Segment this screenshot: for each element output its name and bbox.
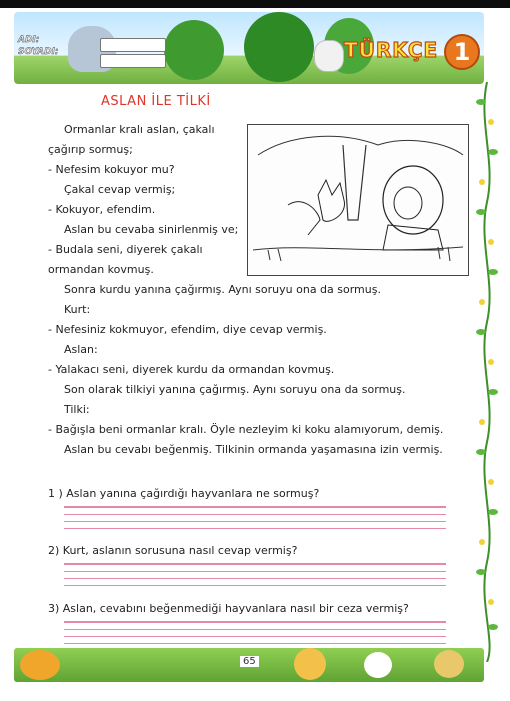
story-line: Çakal cevap vermiş; xyxy=(64,183,176,196)
cartoon-character xyxy=(434,650,464,678)
story-line: - Bağışla beni ormanlar kralı. Öyle nezleyim ki koku alamıyorum, demiş. xyxy=(48,423,444,436)
question-3: 3) Aslan, cevabını beğenmediği hayvanlara nasıl bir ceza vermiş? xyxy=(48,602,409,615)
tree-illustration xyxy=(164,20,224,80)
answer-lines-3[interactable] xyxy=(64,621,446,644)
answer-lines-1[interactable] xyxy=(64,506,446,529)
story-line: ormandan kovmuş. xyxy=(48,263,154,276)
story-line: Ormanlar kralı aslan, çakalı xyxy=(64,123,215,136)
name-labels xyxy=(18,34,59,58)
name-label: ADI: xyxy=(18,35,40,45)
story-line: Sonra kurdu yanına çağırmış. Aynı soruyu ona da sormuş. xyxy=(64,283,381,296)
story-line: - Budala seni, diyerek çakalı xyxy=(48,243,203,256)
page-number: 65 xyxy=(240,656,259,667)
vine-border-decoration xyxy=(476,82,498,662)
cartoon-character xyxy=(364,652,392,678)
story-title: ASLAN İLE TİLKİ xyxy=(101,94,211,109)
lion-fox-illustration xyxy=(247,124,469,276)
subject-title: TÜRKÇE xyxy=(344,38,439,62)
name-field[interactable] xyxy=(100,38,166,52)
worksheet-content xyxy=(26,82,472,647)
goat-illustration xyxy=(314,40,344,72)
question-1: 1 ) Aslan yanına çağırdığı hayvanlara ne sormuş? xyxy=(48,487,320,500)
story-line: Son olarak tilkiyi yanına çağırmış. Aynı soruyu ona da sormuş. xyxy=(64,383,406,396)
story-line: çağırıp sormuş; xyxy=(48,143,133,156)
question-2: 2) Kurt, aslanın sorusuna nasıl cevap vermiş? xyxy=(48,544,298,557)
cartoon-character xyxy=(294,648,326,680)
story-line: Kurt: xyxy=(64,303,91,316)
surname-field[interactable] xyxy=(100,54,166,68)
page-header-banner xyxy=(14,12,484,84)
story-line: Aslan bu cevaba sinirlenmiş ve; xyxy=(64,223,239,236)
story-line: Aslan bu cevabı beğenmiş. Tilkinin ormanda yaşamasına izin vermiş. xyxy=(64,443,443,456)
tree-illustration xyxy=(244,12,314,82)
story-line: Tilki: xyxy=(64,403,90,416)
story-line: - Nefesim kokuyor mu? xyxy=(48,163,175,176)
story-line: - Yalakacı seni, diyerek kurdu da ormandan kovmuş. xyxy=(48,363,335,376)
cartoon-character xyxy=(20,650,60,680)
surname-label: SOYADI: xyxy=(18,47,59,57)
answer-lines-2[interactable] xyxy=(64,563,446,586)
story-line: Aslan: xyxy=(64,343,98,356)
subject-number-badge: 1 xyxy=(444,34,480,70)
top-edge-bar xyxy=(0,0,510,8)
story-line: - Kokuyor, efendim. xyxy=(48,203,156,216)
story-line: - Nefesiniz kokmuyor, efendim, diye cevap vermiş. xyxy=(48,323,327,336)
